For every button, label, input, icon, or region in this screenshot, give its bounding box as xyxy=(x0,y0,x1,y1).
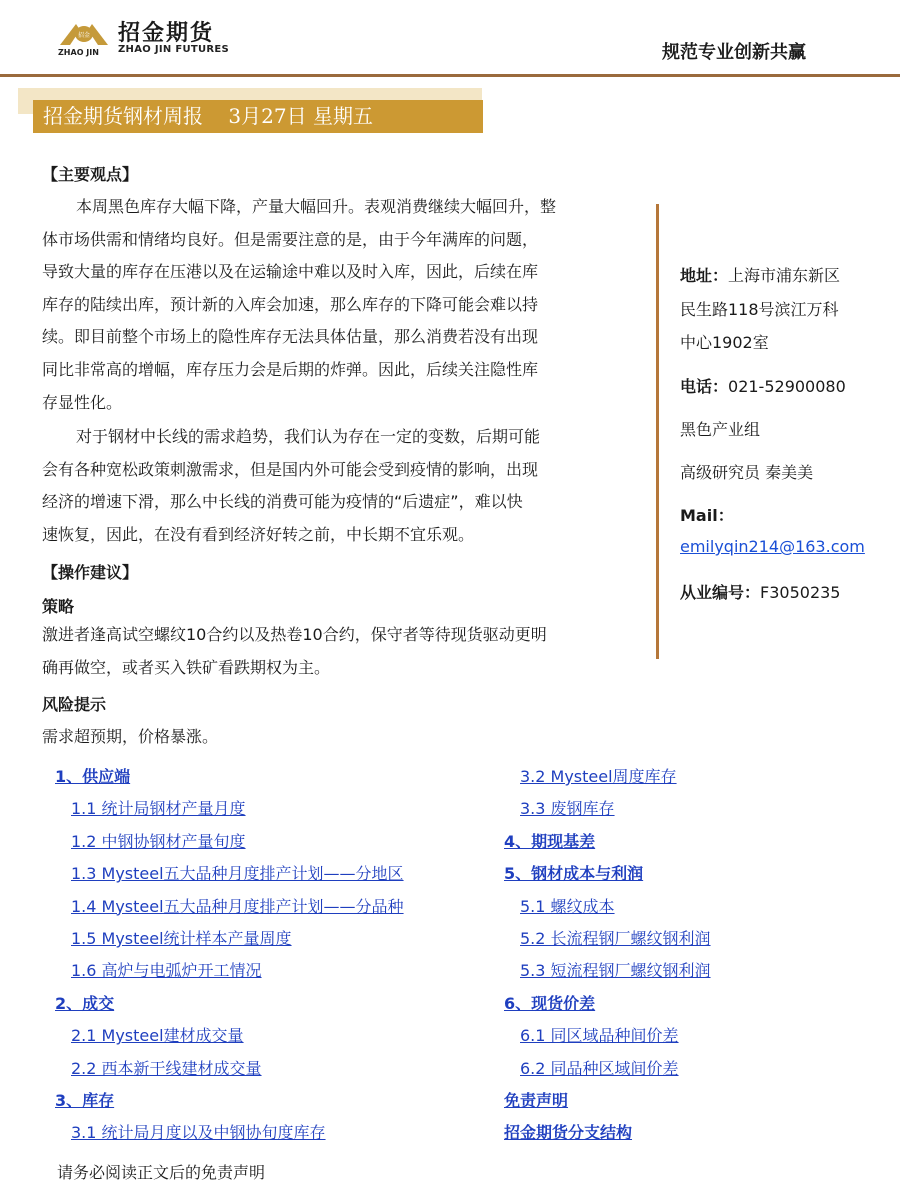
report-title: 招金期货钢材周报 3月27日 星期五 xyxy=(33,100,483,133)
toc-link[interactable] xyxy=(55,1088,114,1111)
toc-link-text: 5.2 长流程钢厂螺纹钢利润 xyxy=(520,929,711,948)
toc-link-text: 1.2 中钢协钢材产量旬度 xyxy=(71,831,246,851)
text-line: 导致大量的库存在压港以及在运输途中难以及时入库，因此，后续在库 xyxy=(42,262,539,282)
risk-label: 风险提示 xyxy=(42,695,107,714)
researcher-name: 高级研究员 秦美美 xyxy=(680,463,814,482)
toc-link-text: 3.1 统计局月度以及中钢协旬度库存 xyxy=(71,1123,326,1143)
toc-link-text: 1.5 Mysteel统计样本产量周度 xyxy=(71,929,292,948)
text-line: 库存的陆续出库，预计新的入库会加速，那么库存的下降可能会难以持 xyxy=(42,294,539,314)
text-line: 本周黑色库存大幅下降，产量大幅回升。表观消费继续大幅回升，整 xyxy=(76,197,557,216)
text-line: 存显性化。 xyxy=(42,392,123,412)
strategy-text xyxy=(42,619,632,684)
license-number: F3050235 xyxy=(760,583,841,602)
mail-label: Mail： xyxy=(680,506,734,525)
toc-link[interactable] xyxy=(504,1120,632,1143)
license-label: 从业编号： xyxy=(680,583,761,602)
toc-link[interactable] xyxy=(55,1056,262,1079)
text-line: 同比非常高的增幅，库存压力会是后期的炸弹。因此，后续关注隐性库 xyxy=(42,359,539,379)
address-line-2: 民生路118号滨江万科 xyxy=(680,300,839,319)
address-label: 地址： xyxy=(680,266,729,285)
toc-link-text: 5、钢材成本与利润 xyxy=(504,864,644,884)
toc-link-text: 1.6 高炉与电弧炉开工情况 xyxy=(71,961,262,981)
advice-heading: 【操作建议】 xyxy=(42,563,139,582)
toc-link[interactable] xyxy=(55,958,262,981)
toc-link-text: 6.2 同品种区域间价差 xyxy=(520,1058,679,1078)
toc-link[interactable] xyxy=(55,1120,326,1143)
logo-seal-text: 招金 xyxy=(77,32,91,39)
text-line: 续。即目前整个市场上的隐性库存无法具体估量，那么消费若没有出现 xyxy=(42,327,539,347)
toc-link-text: 招金期货分支结构 xyxy=(504,1123,633,1143)
address-text: 上海市浦东新区 xyxy=(728,266,841,285)
toc-link-text: 6、现货价差 xyxy=(504,993,596,1013)
toc-link-text: 1、供应端 xyxy=(55,767,131,786)
email-link[interactable]: emilyqin214@163.com xyxy=(680,537,865,556)
toc-link-text: 1.3 Mysteel五大品种月度排产计划——分地区 xyxy=(71,864,404,884)
research-group: 黑色产业组 xyxy=(680,420,761,439)
toc-link-text: 6.1 同区域品种间价差 xyxy=(520,1026,679,1046)
views-paragraph-2 xyxy=(42,421,632,551)
toc-link-text: 1.1 统计局钢材产量月度 xyxy=(71,799,246,819)
toc-link-text: 3.3 废钢库存 xyxy=(520,799,615,819)
toc-link[interactable] xyxy=(55,796,246,819)
text-line: 速恢复，因此，在没有看到经济好转之前，中长期不宜乐观。 xyxy=(42,524,475,544)
toc-link[interactable] xyxy=(55,926,292,949)
toc-link-text: 4、期现基差 xyxy=(504,831,596,851)
toc-link[interactable] xyxy=(55,829,246,852)
toc-link[interactable] xyxy=(504,1023,679,1046)
toc-link[interactable] xyxy=(55,991,114,1014)
email-link-wrap xyxy=(680,537,865,556)
toc-link[interactable] xyxy=(504,796,615,819)
address-line-1 xyxy=(680,263,840,286)
views-paragraph-1 xyxy=(42,191,632,419)
toc-link[interactable] xyxy=(55,894,404,917)
phone-label: 电话： xyxy=(680,377,729,396)
address-line-3: 中心1902室 xyxy=(680,333,769,352)
toc-link-text: 2、成交 xyxy=(55,993,115,1013)
toc-link[interactable] xyxy=(504,1056,679,1079)
toc-link-text: 5.3 短流程钢厂螺纹钢利润 xyxy=(520,961,711,981)
toc-link[interactable] xyxy=(55,764,130,787)
toc-link-text: 1.4 Mysteel五大品种月度排产计划——分品种 xyxy=(71,896,404,916)
text-line: 体市场供需和情绪均良好。但是需要注意的是，由于今年满库的问题， xyxy=(42,229,539,249)
text-line: 会有各种宽松政策刺激需求，但是国内外可能会受到疫情的影响，出现 xyxy=(42,459,539,479)
text-line: 对于钢材中长线的需求趋势，我们认为存在一定的变数，后期可能 xyxy=(76,427,541,446)
toc-link[interactable] xyxy=(504,829,595,852)
toc-link[interactable] xyxy=(504,861,643,884)
toc-link-text: 免责声明 xyxy=(504,1091,569,1110)
brand-name-cn: 招金期货 xyxy=(118,21,215,46)
license-row xyxy=(680,580,840,603)
toc-link[interactable] xyxy=(55,861,404,884)
toc-link[interactable] xyxy=(504,958,711,981)
toc-link-text: 3、库存 xyxy=(55,1091,115,1110)
slogan: 规范专业创新共赢 xyxy=(662,42,806,63)
toc-link[interactable] xyxy=(504,1088,568,1111)
risk-text: 需求超预期，价格暴涨。 xyxy=(42,727,219,746)
logo-en-text: ZHAO JIN xyxy=(58,48,99,57)
toc-link[interactable] xyxy=(55,1023,244,1046)
phone-number: 021-52900080 xyxy=(728,377,846,396)
toc-link[interactable] xyxy=(504,764,677,787)
text-line: 激进者逢高试空螺纹10合约以及热卷10合约，保守者等待现货驱动更明 xyxy=(42,625,547,644)
sidebar-divider xyxy=(656,204,659,659)
toc-link[interactable] xyxy=(504,991,595,1014)
text-line: 确再做空，或者买入铁矿看跌期权为主。 xyxy=(42,657,331,677)
phone-row xyxy=(680,374,846,397)
toc-link-text: 3.2 Mysteel周度库存 xyxy=(520,767,677,786)
company-logo xyxy=(58,18,110,48)
toc-link[interactable] xyxy=(504,894,615,917)
toc-link-text: 5.1 螺纹成本 xyxy=(520,896,615,916)
header-rule xyxy=(0,74,900,77)
text-line: 经济的增速下滑，那么中长线的消费可能为疫情的“后遗症”，难以快 xyxy=(42,492,523,512)
strategy-label: 策略 xyxy=(42,597,75,616)
toc-link-text: 2.1 Mysteel建材成交量 xyxy=(71,1026,244,1046)
views-heading: 【主要观点】 xyxy=(42,165,139,184)
brand-name-en: ZHAO JIN FUTURES xyxy=(118,44,230,55)
toc-link[interactable] xyxy=(504,926,711,949)
disclaimer-notice: 请务必阅读正文后的免责声明 xyxy=(57,1163,266,1182)
toc-link-text: 2.2 西本新干线建材成交量 xyxy=(71,1058,262,1078)
